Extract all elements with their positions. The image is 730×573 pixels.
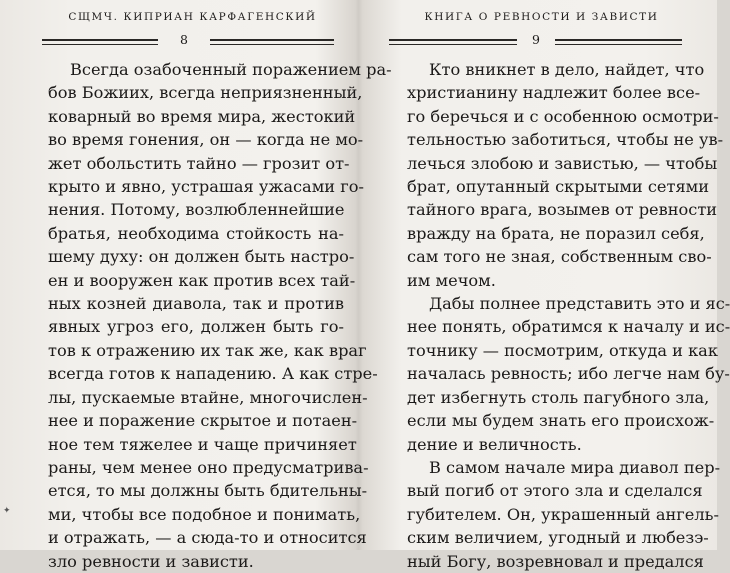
text-line: точнику — посмотрим, откуда и как [407,340,718,360]
text-line: раны, чем менее оно предусматрива- [48,457,369,477]
text-line: лечься злобою и завистью, — чтобы [407,153,718,173]
text-line: вый погиб от этого зла и сделался [407,481,703,501]
text-line: ен и вооружен как против всех тай- [48,270,356,290]
text-line: нения. Потому, возлюбленнейшие [48,200,345,220]
text-line: сам того не зная, собственным сво- [407,247,712,267]
header-rule [42,39,158,45]
page-number: 8 [180,32,188,47]
text-line: всегда готов к нападению. А как стре- [48,364,378,384]
text-line: и отражать, — а сюда-то и относится [48,528,367,548]
header-rule [555,39,682,45]
text-line: ный Богу, возревновал и предался [407,551,704,571]
right-page [359,0,730,571]
text-line: лы, пускаемые втайне, многочислен- [48,387,368,407]
text-line: дет избегнуть столь пагубного зла, [407,387,710,407]
text-line: тельностью заботиться, чтобы не ув- [407,130,724,150]
text-line: если мы будем знать его происхож- [407,411,715,431]
text-line: Кто вникнет в дело, найдет, что [429,60,705,79]
header-rule [210,39,334,45]
page-number: 9 [532,32,540,47]
text-line: вражду на брата, не поразил себя, [407,223,705,243]
text-line: нее и поражение скрытое и потаен- [48,411,358,431]
text-line: нее понять, обратимся к началу и ис- [407,317,730,337]
text-line: Всегда озабоченный поражением ра- [70,60,392,79]
text-line: дение и величность. [407,434,582,454]
text-line: явных угроз его, должен быть го- [48,317,344,337]
text-line: во время гонения, он — когда не мо- [48,130,364,150]
text-line: В самом начале мира диавол пер- [429,457,721,477]
text-line: им мечом. [407,270,496,290]
text-line: ским величием, угодный и любезэ- [407,528,709,548]
text-line: губителем. Он, украшенный ангель- [407,504,719,524]
text-line: шему духу: он должен быть настро- [48,247,355,267]
text-line: Дабы полнее представить это и яс- [429,294,730,314]
text-line: брат, опутанный скрытыми сетями [407,177,710,197]
text-line: го беречься и с особенною осмотри- [407,106,719,126]
text-line: ных козней диавола, так и против [48,294,344,314]
text-line: крыто и явно, устрашая ужасами го- [48,177,364,197]
text-line: братья, необходима стойкость на- [48,223,344,243]
text-line: ми, чтобы все подобное и понимать, [48,504,361,524]
text-line: жет обольстить тайно — грозит от- [48,153,350,173]
text-line: тайного врага, возымев от ревности [407,200,718,220]
text-line: ется, то мы должны быть бдительны- [48,481,368,501]
text-line: бов Божиих, всегда неприязненный, [48,83,363,103]
body-text [407,58,730,573]
text-line: тов к отражению их так же, как враг [48,340,367,360]
text-line: ное тем тяжелее и чаще причиняет [48,434,357,454]
ink-speck: ✦ [3,506,11,516]
text-line: коварный во время мира, жестокий [48,106,356,126]
header-rule [389,39,517,45]
text-line: зло ревности и зависти. [48,551,254,571]
running-head: СЩМЧ. КИПРИАН КАРФАГЕНСКИЙ [68,11,317,23]
running-head: КНИГА О РЕВНОСТИ И ЗАВИСТИ [424,11,659,23]
body-text [48,58,392,573]
text-line: христианину надлежит более все- [407,83,701,103]
text-line: началась ревность; ибо легче нам бу- [407,364,730,384]
